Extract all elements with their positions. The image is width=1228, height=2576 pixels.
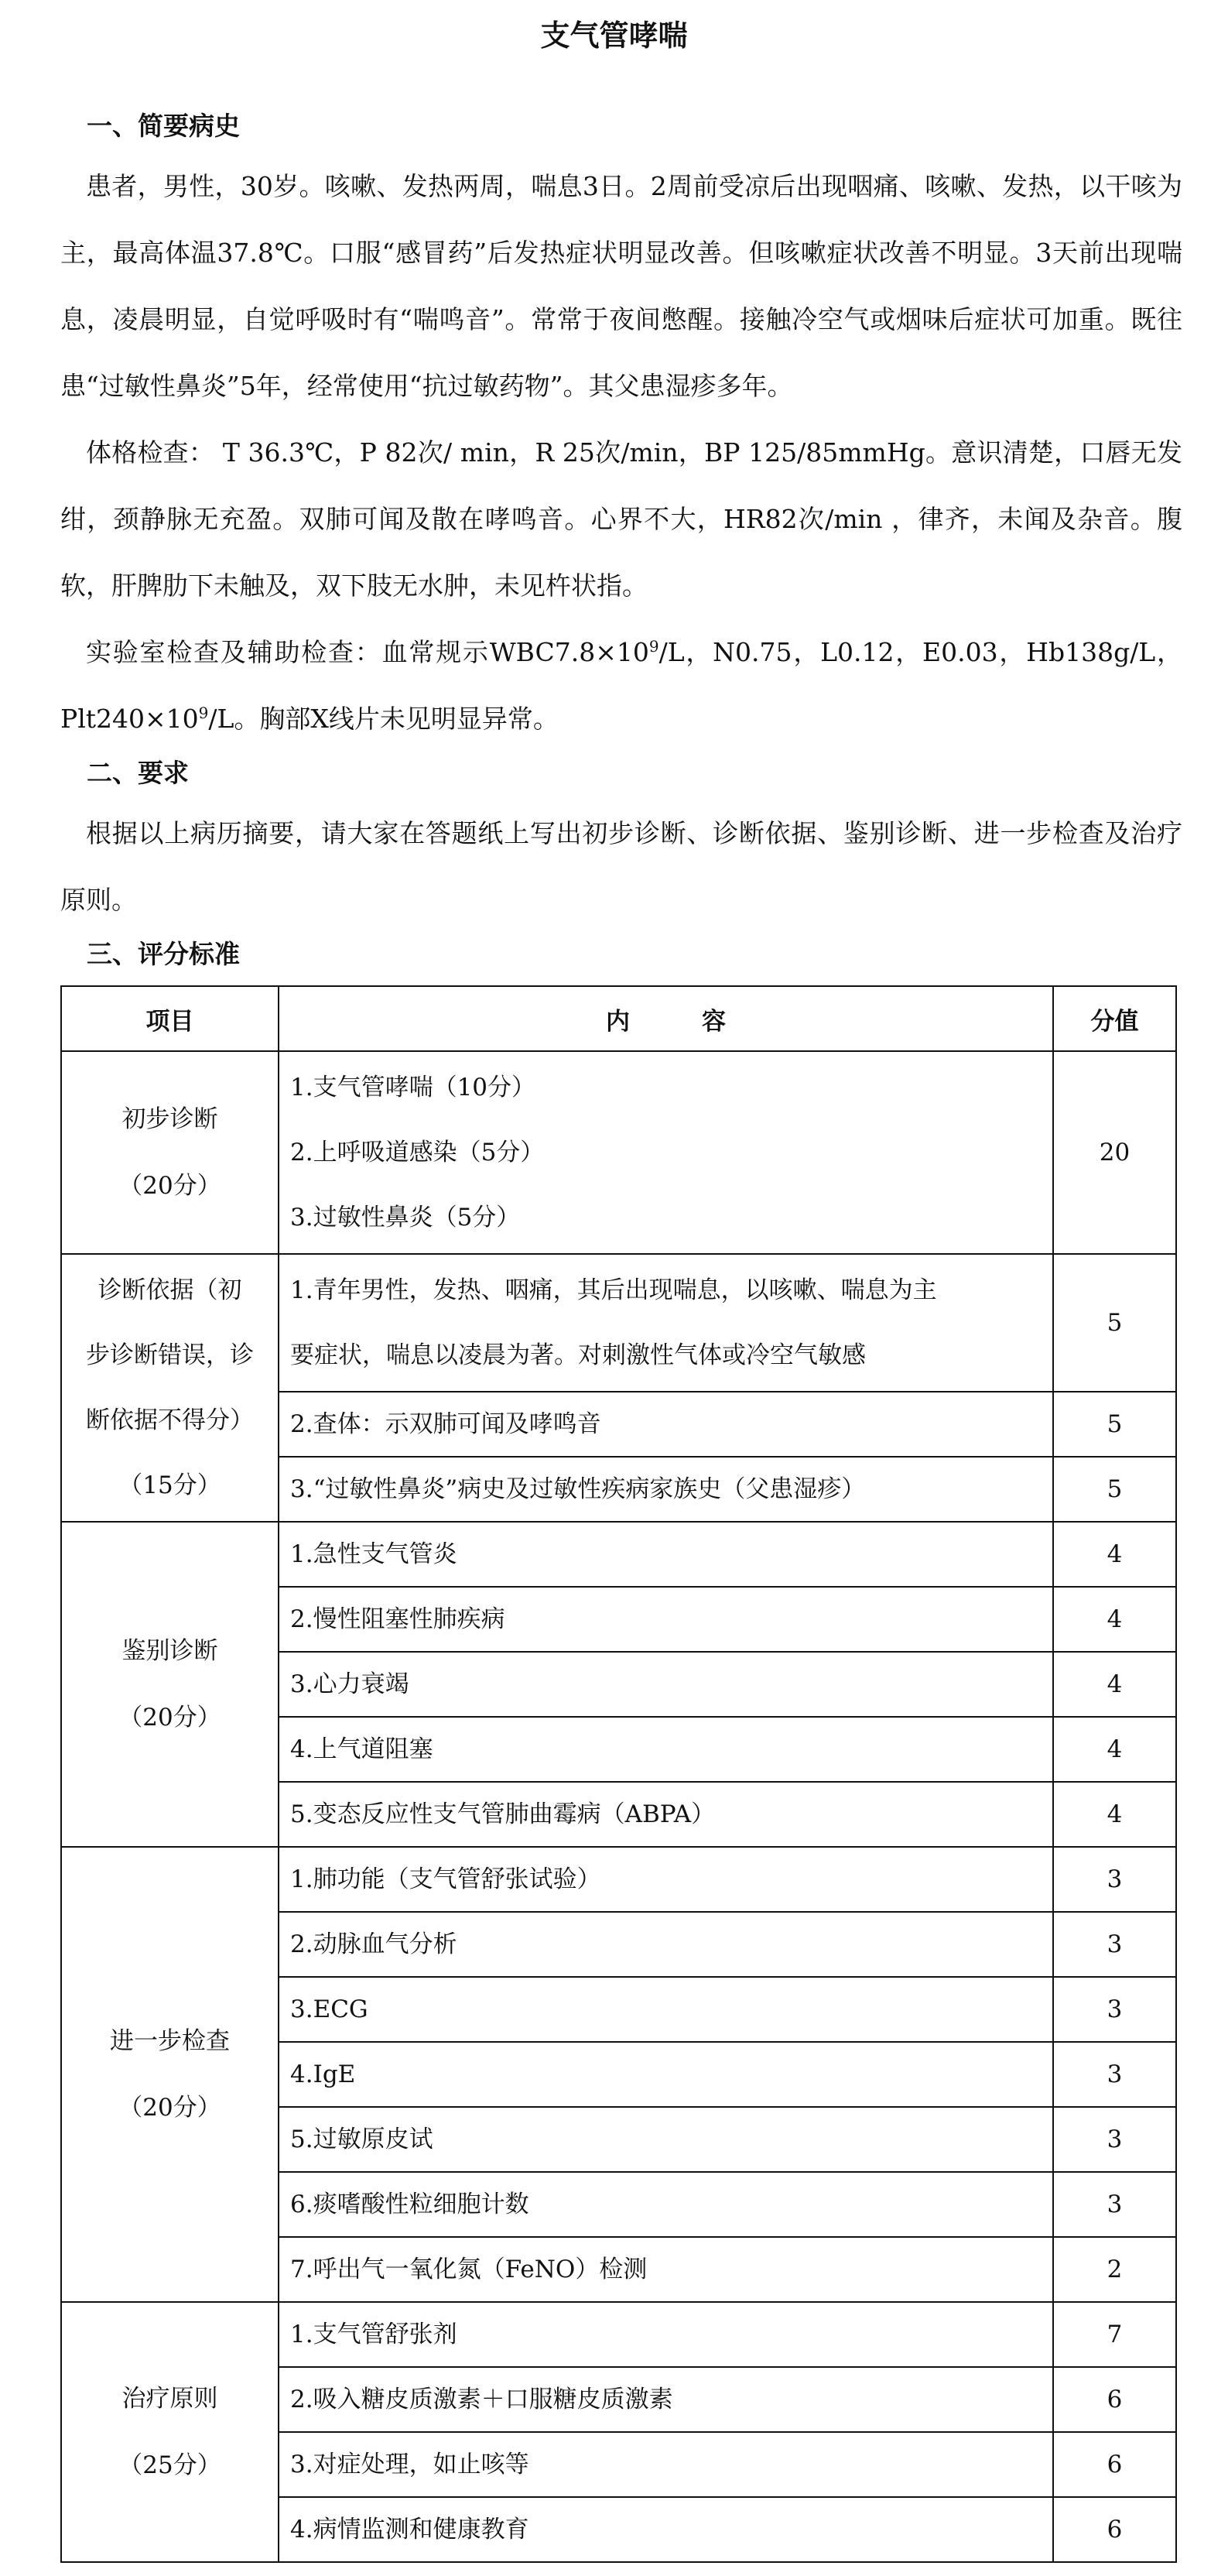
group-label-exams: 进一步检查 （20分） (61, 1847, 279, 2302)
physical-exam-paragraph: 体格检查： T 36.3℃，P 82次/ min，R 25次/min，BP 125/85mmHg。意识清楚，口唇无发绀，颈静脉无充盈。双肺可闻及散在哮鸣音。心界不大，HR82次/min ，律齐，未闻及杂音。腹软，肝脾肋下未触及，双下肢无水肿，未见杵状指。 (60, 437, 1182, 601)
differential-content-2: 2.慢性阻塞性肺疾病 (279, 1587, 1053, 1652)
exams-score-3: 3 (1053, 1977, 1176, 2042)
section-heading-history: 一、简要病史 (87, 111, 240, 141)
header-content: 内 容 (279, 986, 1053, 1051)
exams-content-3: 3.ECG (279, 1977, 1053, 2042)
lab-paragraph: 实验室检查及辅助检查：血常规示$WBC7.8\times 10^9/L$，N0.75，L0.12，E0.03，Hb138g/L，$Plt240\times 10^9/L$。胸部X线片未见明显异常。 (60, 637, 1183, 734)
exams-score-1: 3 (1053, 1847, 1176, 1912)
exams-content-7: 7.呼出气一氧化氮（FeNO）检测 (279, 2237, 1053, 2302)
treatment-content-3: 3.对症处理，如止咳等 (279, 2432, 1053, 2497)
table-row (61, 1522, 1176, 1587)
exams-content-6: 6.痰嗜酸性粒细胞计数 (279, 2172, 1053, 2237)
differential-content-4: 4.上气道阻塞 (279, 1717, 1053, 1782)
scoring-table (60, 985, 1177, 2563)
exams-content-2: 2.动脉血气分析 (279, 1912, 1053, 1977)
table-row (61, 1051, 1176, 1254)
exams-score-7: 2 (1053, 2237, 1176, 2302)
group-label-basis: 诊断依据（初 步诊断错误，诊 断依据不得分） （15分） (61, 1254, 279, 1522)
differential-score-1: 4 (1053, 1522, 1176, 1587)
requirement-paragraph: 根据以上病历摘要，请大家在答题纸上写出初步诊断、诊断依据、鉴别诊断、进一步检查及治疗原则。 (60, 818, 1182, 915)
treatment-score-2: 6 (1053, 2367, 1176, 2432)
section-heading-requirement: 二、要求 (87, 758, 189, 788)
basis-content-3: 3.“过敏性鼻炎”病史及过敏性疾病家族史（父患湿疹） (279, 1457, 1053, 1522)
differential-content-1: 1.急性支气管炎 (279, 1522, 1053, 1587)
exams-content-4: 4.IgE (279, 2042, 1053, 2107)
prelim-content: 1.支气管哮喘（10分） 2.上呼吸道感染（5分） 3.过敏性鼻炎（5分） (279, 1051, 1053, 1254)
basis-content-2: 2.查体：示双肺可闻及哮鸣音 (279, 1392, 1053, 1457)
basis-score-1: 5 (1053, 1254, 1176, 1392)
treatment-content-1: 1.支气管舒张剂 (279, 2302, 1053, 2367)
group-label-treatment: 治疗原则 （25分） (61, 2302, 279, 2562)
table-header-row (61, 986, 1176, 1051)
differential-score-5: 4 (1053, 1782, 1176, 1847)
prelim-score: 20 (1053, 1051, 1176, 1254)
header-score: 分值 (1053, 986, 1176, 1051)
differential-content-5: 5.变态反应性支气管肺曲霉病（ABPA） (279, 1782, 1053, 1847)
section-heading-scoring: 三、评分标准 (87, 939, 240, 969)
history-paragraph: 患者，男性，30岁。咳嗽、发热两周，喘息3日。2周前受凉后出现咽痛、咳嗽、发热，以干咳为主，最高体温37.8℃。口服“感冒药”后发热症状明显改善。但咳嗽症状改善不明显。3天前出现喘息，凌晨明显，自觉呼吸时有“喘鸣音”。常常于夜间憋醒。接触冷空气或烟味后症状可加重。既往患“过敏性鼻炎”5年，经常使用“抗过敏药物”。其父患湿疹多年。 (60, 171, 1182, 401)
differential-score-2: 4 (1053, 1587, 1176, 1652)
exams-score-4: 3 (1053, 2042, 1176, 2107)
table-row (61, 1254, 1176, 1392)
exams-score-5: 3 (1053, 2107, 1176, 2172)
header-item: 项目 (61, 986, 279, 1051)
basis-score-3: 5 (1053, 1457, 1176, 1522)
group-label-differential: 鉴别诊断 （20分） (61, 1522, 279, 1847)
basis-score-2: 5 (1053, 1392, 1176, 1457)
treatment-content-4: 4.病情监测和健康教育 (279, 2497, 1053, 2562)
exams-content-1: 1.肺功能（支气管舒张试验） (279, 1847, 1053, 1912)
table-row (61, 2302, 1176, 2367)
exams-content-5: 5.过敏原皮试 (279, 2107, 1053, 2172)
differential-score-4: 4 (1053, 1717, 1176, 1782)
differential-content-3: 3.心力衰竭 (279, 1652, 1053, 1717)
treatment-score-4: 6 (1053, 2497, 1176, 2562)
differential-score-3: 4 (1053, 1652, 1176, 1717)
basis-content-1: 1.青年男性，发热、咽痛，其后出现喘息，以咳嗽、喘息为主 要症状，喘息以凌晨为著。对刺激性气体或冷空气敏感 (279, 1254, 1053, 1392)
treatment-score-1: 7 (1053, 2302, 1176, 2367)
exams-score-6: 3 (1053, 2172, 1176, 2237)
group-label-prelim: 初步诊断 （20分） (61, 1051, 279, 1254)
treatment-score-3: 6 (1053, 2432, 1176, 2497)
table-row (61, 1847, 1176, 1912)
exams-score-2: 3 (1053, 1912, 1176, 1977)
document-title: 支气管哮喘 (540, 19, 688, 53)
treatment-content-2: 2.吸入糖皮质激素＋口服糖皮质激素 (279, 2367, 1053, 2432)
